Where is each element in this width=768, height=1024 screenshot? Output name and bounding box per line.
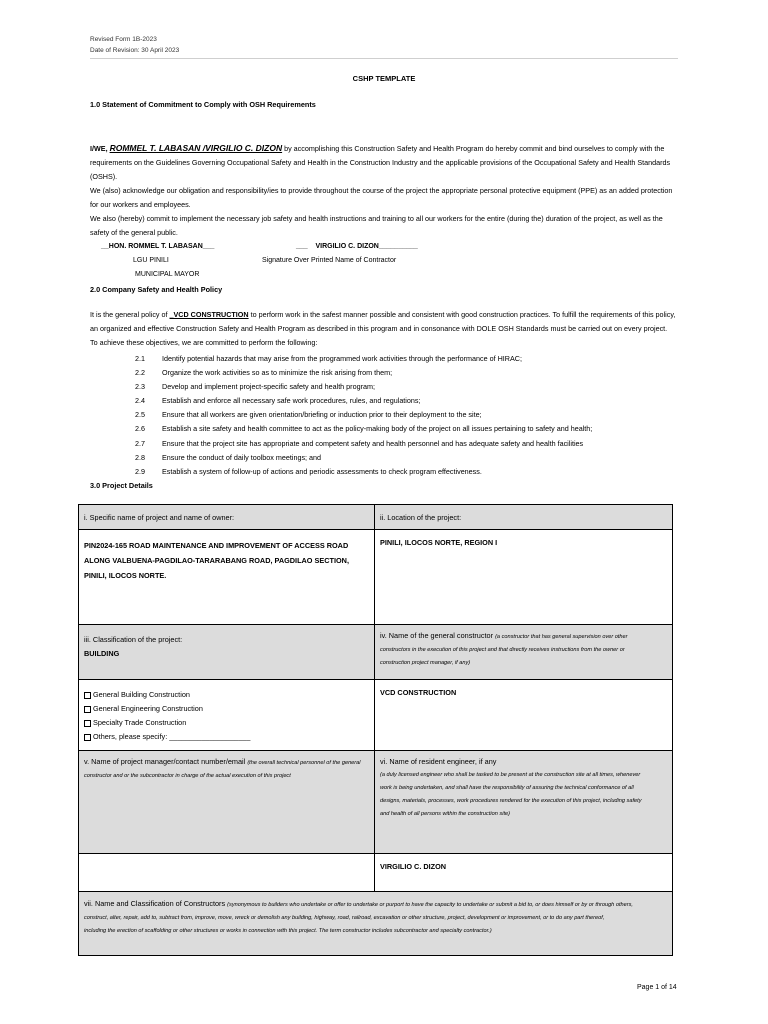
document-title: CSHP TEMPLATE [352, 74, 416, 83]
list-item: 2.5 Ensure that all workers are given orientation/briefing or induction prior to their deployment to the site; [135, 410, 482, 420]
commitment-line-5: for our workers and employees. [90, 200, 191, 209]
classification-options [79, 680, 375, 751]
list-item: 2.8 Ensure the conduct of daily toolbox meetings; and [135, 452, 322, 462]
constructors-label: vii. Name and Classification of Constructors [84, 899, 226, 908]
option-general-building[interactable]: General Building Construction [84, 688, 369, 702]
list-item: 2.9 Establish a system of follow-up of actions and periodic assessments to check program effectiveness. [135, 466, 482, 476]
project-classification-label: iii. Classification of the project: [84, 635, 183, 644]
general-constructor-value: VCD CONSTRUCTION [375, 680, 673, 751]
option-others[interactable]: Others, please specify: ____________________ [84, 730, 369, 744]
project-details-table [78, 504, 673, 956]
project-classification-cell [79, 625, 375, 680]
resident-engineer-label: vi. Name of resident engineer, if any [380, 757, 497, 766]
signatory-left-office: LGU PINILI [133, 257, 169, 264]
policy-statement [90, 308, 680, 350]
project-location-value: PINILI, ILOCOS NORTE, REGION I [375, 530, 673, 625]
project-classification-value: BUILDING [84, 649, 120, 658]
commitment-line-2: requirements on the Guidelines Governing Occupational Safety and Health in the Construction Industry and the applicable provisions of the Occupational Safety and Health Standards [90, 158, 671, 167]
signatory-left-name: __HON. ROMMEL T. LABASAN___ [101, 243, 215, 250]
checkbox-icon [84, 720, 91, 727]
resident-engineer-label-cell: vi. Name of resident engineer, if any (a duly licensed engineer who shall be tasked to be present at the construction site at all times, whenever work is being undertaken, and shall have the responsibility of assuring the technical conformance of all designs, materials, processes, work procedures rendered for the execution of this project, including safety and health of all persons within the construction site) [375, 751, 673, 854]
policy-line-2: an organized and effective Construction Safety and Health Program as described in this program and in consonance with DOLE OSH Standards must be carried out on every project. [90, 324, 668, 333]
commitment-line-7: safety of the general public. [90, 228, 178, 237]
commitment-names: ROMMEL T. LABASAN /VIRGILIO C. DIZON [109, 143, 283, 153]
section-3-heading: 3.0 Project Details [90, 481, 153, 490]
checkbox-icon [84, 734, 91, 741]
resident-engineer-value: VIRGILIO C. DIZON [375, 854, 673, 892]
list-item: 2.3 Develop and implement project-specific safety and health program; [135, 382, 375, 392]
form-number: Revised Form 1B-2023 [90, 36, 157, 43]
list-item: 2.1 Identify potential hazards that may arise from the programmed work activities through the performance of HIRAC; [135, 354, 522, 363]
checkbox-icon [84, 706, 91, 713]
signatory-right-caption: Signature Over Printed Name of Contractor [262, 257, 397, 264]
policy-line-3: To achieve these objectives, we are committed to perform the following: [90, 338, 318, 347]
signatory-right-name: ___ VIRGILIO C. DIZON__________ [296, 243, 418, 250]
option-specialty-trade[interactable]: Specialty Trade Construction [84, 716, 369, 730]
list-item: 2.2 Organize the work activities so as to minimize the risk arising from them; [135, 368, 393, 378]
commitment-line-6: We also (hereby) commit to implement the necessary job safety and health instructions and training to all our workers for the entire (during the) duration of the project, as well as the [90, 214, 663, 223]
checkbox-icon [84, 692, 91, 699]
general-constructor-label: iv. Name of the general constructor [380, 631, 494, 640]
section-1-heading: 1.0 Statement of Commitment to Comply with OSH Requirements [90, 100, 316, 109]
list-item: 2.6 Establish a site safety and health committee to act as the policy-making body of the project on all issues pertaining to safety and health; [135, 424, 593, 434]
policy-line-1a: It is the general policy of [90, 310, 168, 319]
section-2-heading: 2.0 Company Safety and Health Policy [90, 285, 223, 294]
commitment-statement [90, 141, 680, 240]
project-name-value: PIN2024-165 ROAD MAINTENANCE AND IMPROVEMENT OF ACCESS ROAD ALONG VALBUENA-PAGDILAO-TARARABANG ROAD, PAGDILAO SECTION, PINILI, ILOCOS NORTE. [79, 530, 375, 625]
we-label: I/WE, [90, 144, 108, 153]
general-constructor-label-cell: iv. Name of the general constructor (a constructor that has general supervision over other constructors in the execution of this project and that directly receives instructions from the owner or construction project manager, if any) [375, 625, 673, 680]
commitment-line-3: (OSHS). [90, 172, 118, 181]
policy-commitments-list [135, 352, 592, 479]
project-name-label: i. Specific name of project and name of owner: [79, 505, 375, 530]
revision-date: Date of Revision: 30 April 2023 [90, 47, 180, 54]
page-number: Page 1 of 14 [637, 984, 677, 991]
project-manager-value [79, 854, 375, 892]
option-general-engineering[interactable]: General Engineering Construction [84, 702, 369, 716]
constructors-label-cell: vii. Name and Classification of Constructors (synonymous to builders who undertake or offer to undertake or purport to have the capacity to undertake or submit a bid to, or does himself or by or through others, construct, alter, repair, add to, subtract from, improve, move, wreck or demolish any building, highway, road, railroad, excavation or other structure, project, development or improvement, or to do any part thereof, including the erection of scaffolding or other structures or works in connection with this project. The term constructor includes subcontractor and specialty contractor.) [79, 892, 673, 956]
signatory-left-title: MUNICIPAL MAYOR [135, 271, 200, 278]
project-manager-label-cell: v. Name of project manager/contact number/email (the overall technical personnel of the general constructor and or the subcontractor in charge of the actual execution of this project [79, 751, 375, 854]
project-manager-label: v. Name of project manager/contact number/email [84, 757, 246, 766]
list-item: 2.4 Establish and enforce all necessary safe work procedures, rules, and regulations; [135, 396, 421, 406]
commitment-line-4: We (also) acknowledge our obligation and responsibility/ies to provide throughout the course of the project the appropriate personal protective equipment (PPE) as an added protection [90, 186, 673, 195]
policy-company: _VCD CONSTRUCTION [169, 310, 249, 319]
commitment-line-1: by accomplishing this Construction Safety and Health Program do hereby commit and bind ourselves to comply with the [284, 144, 665, 153]
policy-line-1b: to perform work in the safest manner possible and consistent with good construction practices. To fulfill the requirements of this policy, [250, 310, 676, 319]
project-location-label: ii. Location of the project: [375, 505, 673, 530]
list-item: 2.7 Ensure that the project site has appropriate and competent safety and health personnel and has adequate safety and health facilities [135, 438, 584, 448]
header-divider [90, 58, 678, 59]
